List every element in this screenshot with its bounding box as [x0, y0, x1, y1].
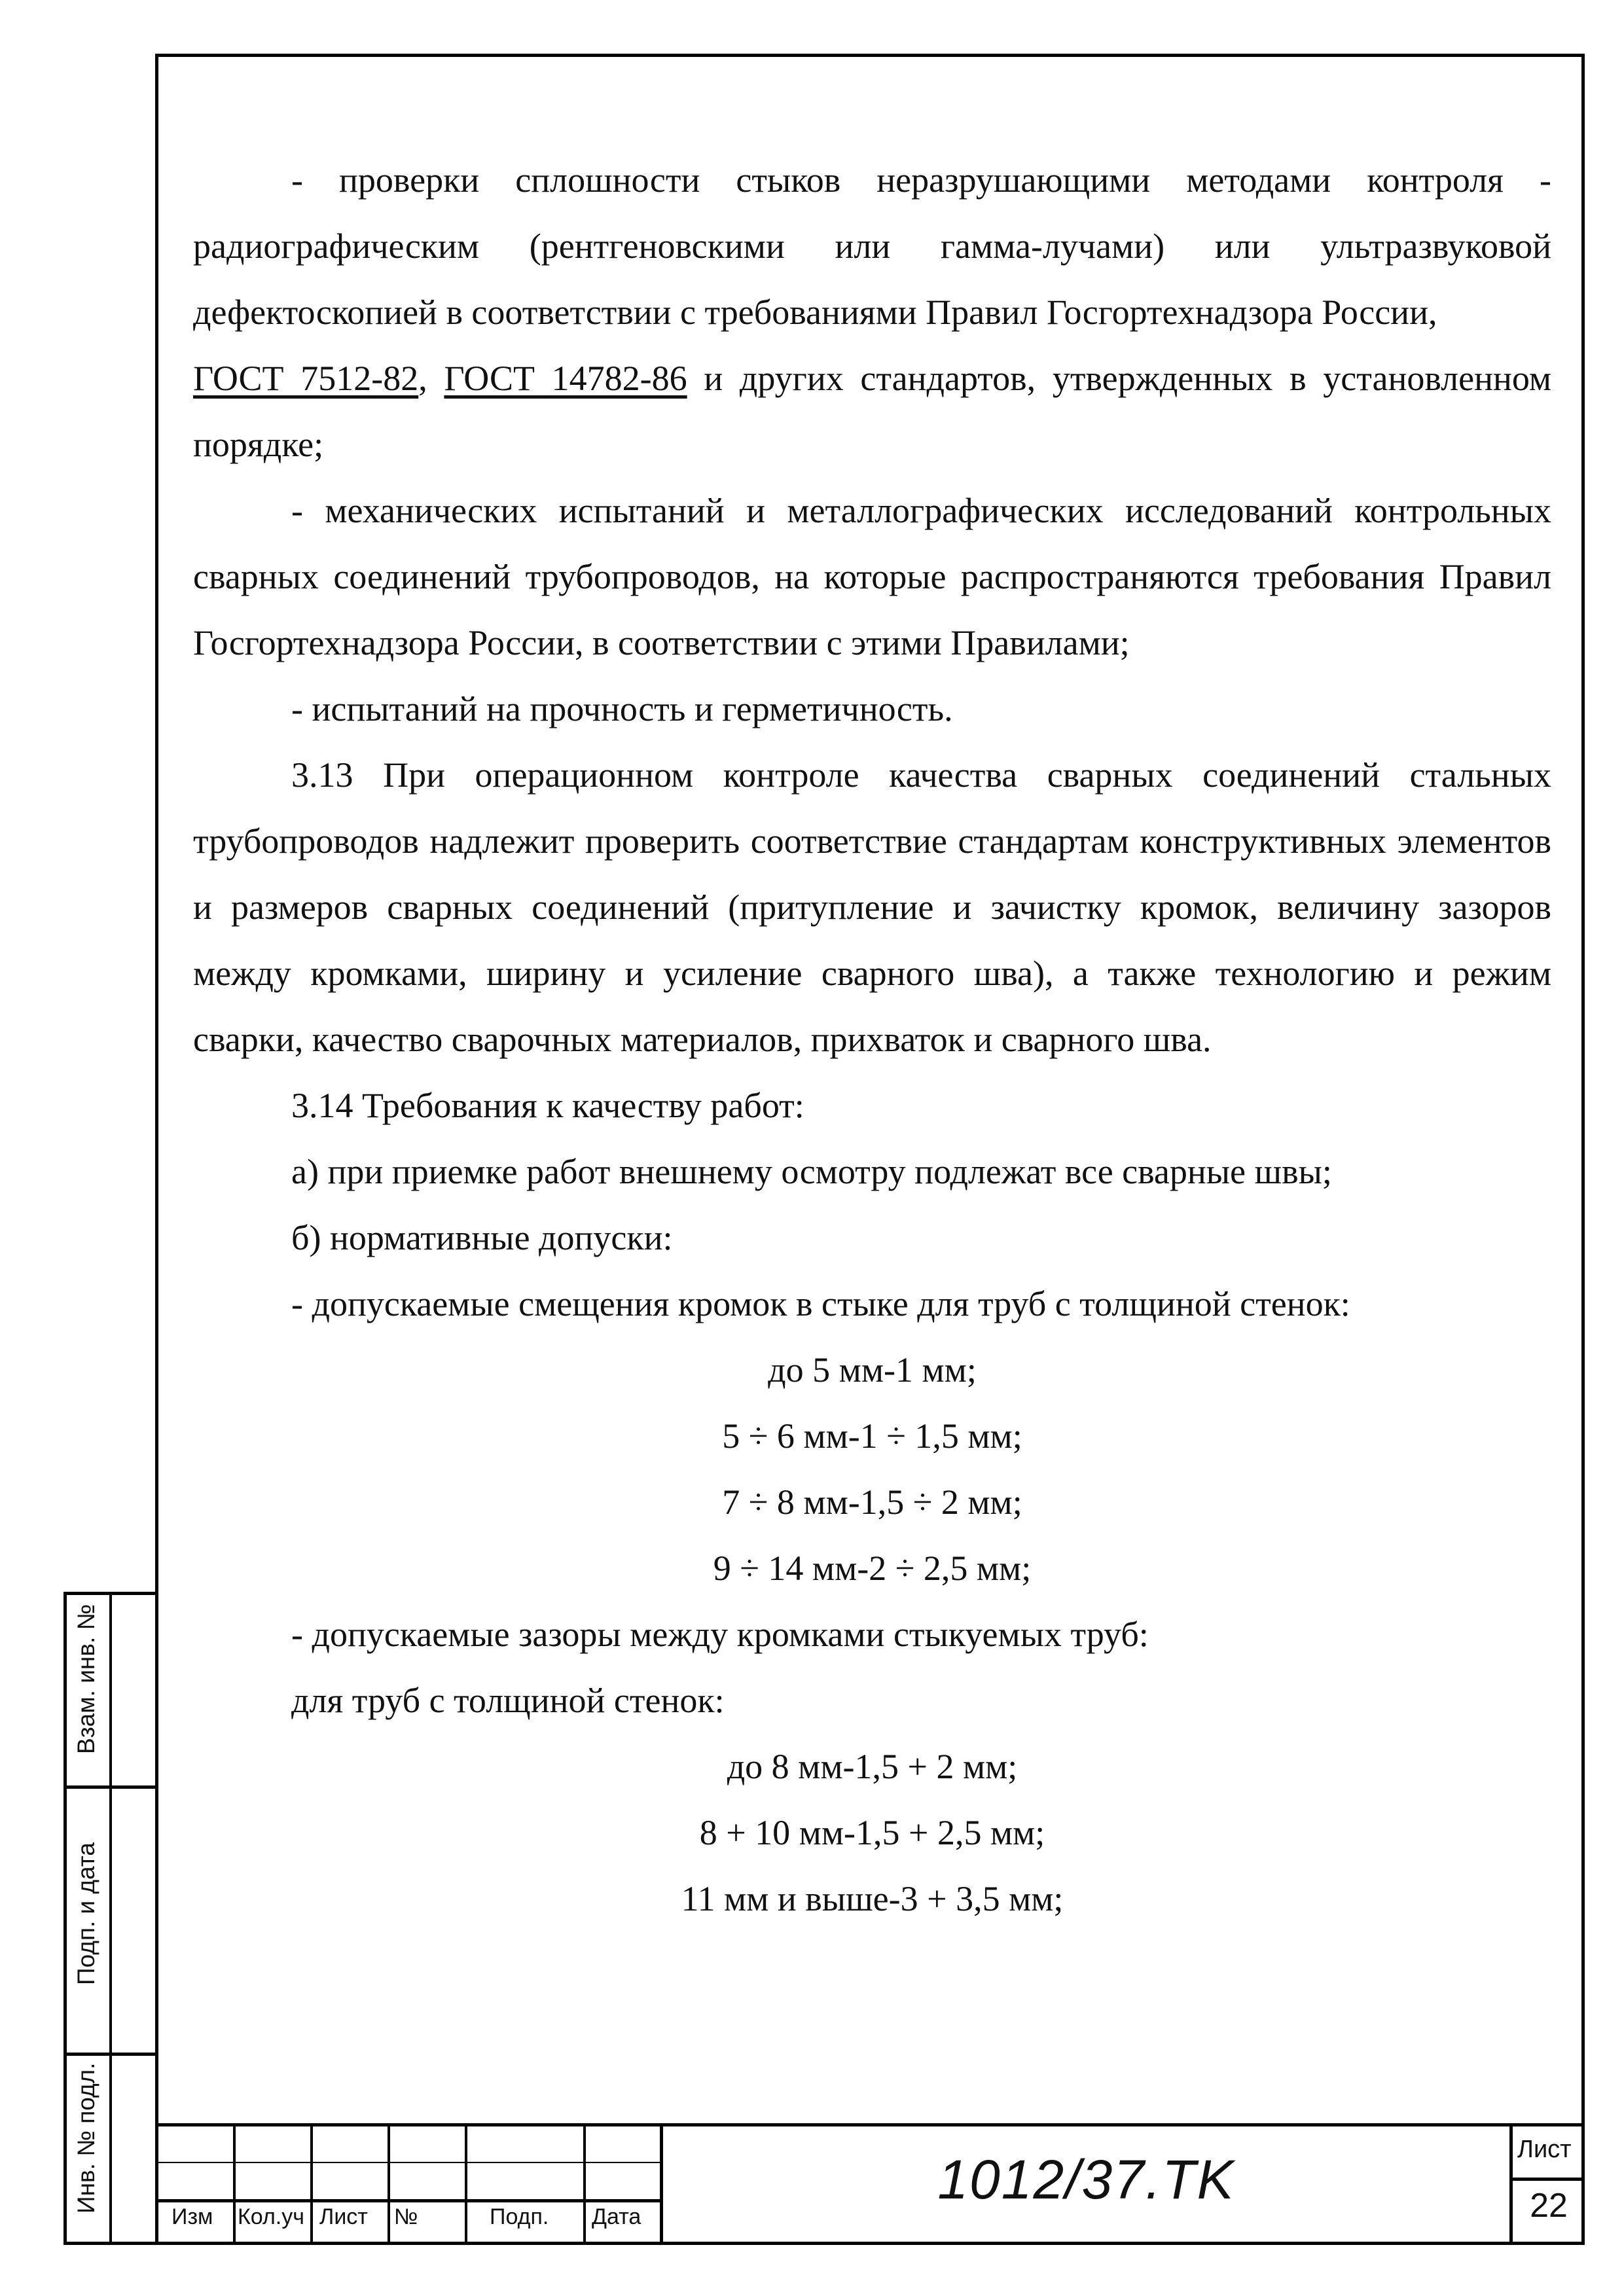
- offset-line: 7 ÷ 8 мм-1,5 ÷ 2 мм;: [722, 1482, 1022, 1522]
- title-block-line: [310, 2123, 313, 2245]
- column-number-label: №: [394, 2204, 418, 2229]
- column-kol-uch-label: Кол.уч: [238, 2204, 304, 2229]
- title-block-line: [1509, 2123, 1513, 2245]
- gap-line: 8 + 10 мм-1,5 + 2,5 мм;: [699, 1813, 1045, 1852]
- title-block-line: [155, 2162, 662, 2163]
- paragraph-text: и других стандартов, утвержденных в установленном порядке;: [193, 359, 1552, 464]
- separator-text: ,: [418, 359, 444, 398]
- document-number: 1012/37.TK: [937, 2149, 1235, 2210]
- title-block-line: [388, 2123, 390, 2245]
- title-block-line: [155, 2123, 1585, 2126]
- paragraph-3-13: 3.13 При операционном контроле качества сварных соединений стальных трубопроводов надлежит проверить соответствие стандартам конструктивных элементов и размеров сварных соединений (притупление и зачистку кромок, величину зазоров между кромками, ширину и усиление сварного шва), а также технологию и режим сварки, качество сварочных материалов, прихваток и сварного шва.: [193, 755, 1551, 1059]
- title-block-line: [465, 2123, 467, 2245]
- title-block-line: [155, 2199, 662, 2202]
- column-list-label: Лист: [319, 2204, 368, 2229]
- paragraph-mechanical-tests: - механических испытаний и металлографических исследований контрольных сварных соединений трубопроводов, на которые распространяются требования Правил Госгортехнадзора России, в соответствии с этими Правилами;: [193, 491, 1551, 662]
- paragraph-item-a: а) при приемке работ внешнему осмотру подлежат все сварные швы;: [291, 1152, 1332, 1191]
- side-stamp-border: [63, 1592, 67, 2245]
- column-podp-label: Подп.: [490, 2204, 549, 2229]
- paragraph-strength-tests: - испытаний на прочность и герметичность.: [291, 689, 953, 728]
- paragraph-offsets-intro: - допускаемые смещения кромок в стыке для труб с толщиной стенок:: [291, 1284, 1350, 1323]
- paragraph-3-14: 3.14 Требования к качеству работ:: [291, 1086, 804, 1125]
- sheet-label: Лист: [1517, 2136, 1572, 2163]
- title-block-line: [1511, 2178, 1585, 2181]
- side-stamp-border: [63, 2053, 158, 2056]
- side-stamp-border: [63, 1592, 158, 1595]
- gap-line: до 8 мм-1,5 + 2 мм;: [727, 1747, 1018, 1786]
- gost-7512-link[interactable]: ГОСТ 7512-82: [193, 359, 419, 398]
- gost-14782-link[interactable]: ГОСТ 14782-86: [444, 359, 687, 398]
- paragraph-item-b: б) нормативные допуски:: [291, 1218, 673, 1257]
- side-stamp-border: [109, 1592, 112, 2245]
- paragraph-gaps-intro: - допускаемые зазоры между кромками стыкуемых труб:: [291, 1615, 1149, 1654]
- column-data-label: Дата: [592, 2204, 641, 2229]
- inv-podl-label: Инв. № подл.: [73, 2062, 99, 2214]
- vzam-inv-label: Взам. инв. №: [73, 1604, 99, 1754]
- title-block-line: [233, 2123, 236, 2245]
- side-stamp-border: [63, 2242, 158, 2245]
- offset-line: 5 ÷ 6 мм-1 ÷ 1,5 мм;: [722, 1416, 1022, 1456]
- paragraph-text: - проверки сплошности стыков неразрушающими методами контроля - радиографическим (рентгеновскими или гамма-лучами) или ультразвуковой дефектоскопией в соответствии с требованиями Правил Госгортехнадзора России,: [193, 160, 1551, 332]
- offset-line: 9 ÷ 14 мм-2 ÷ 2,5 мм;: [713, 1549, 1032, 1588]
- side-stamp-border: [63, 1785, 158, 1789]
- sheet-number: 22: [1530, 2187, 1568, 2225]
- offset-line: до 5 мм-1 мм;: [768, 1350, 977, 1390]
- podp-data-label: Подп. и дата: [73, 1842, 99, 1985]
- paragraph-nondestructive-testing: [193, 147, 1551, 478]
- paragraph-gaps-wall: для труб с толщиной стенок:: [291, 1681, 725, 1720]
- gap-line: 11 мм и выше-3 + 3,5 мм;: [681, 1879, 1064, 1918]
- title-block-line: [583, 2123, 586, 2245]
- column-izm-label: Изм: [171, 2204, 213, 2229]
- document-body: [193, 147, 1551, 1932]
